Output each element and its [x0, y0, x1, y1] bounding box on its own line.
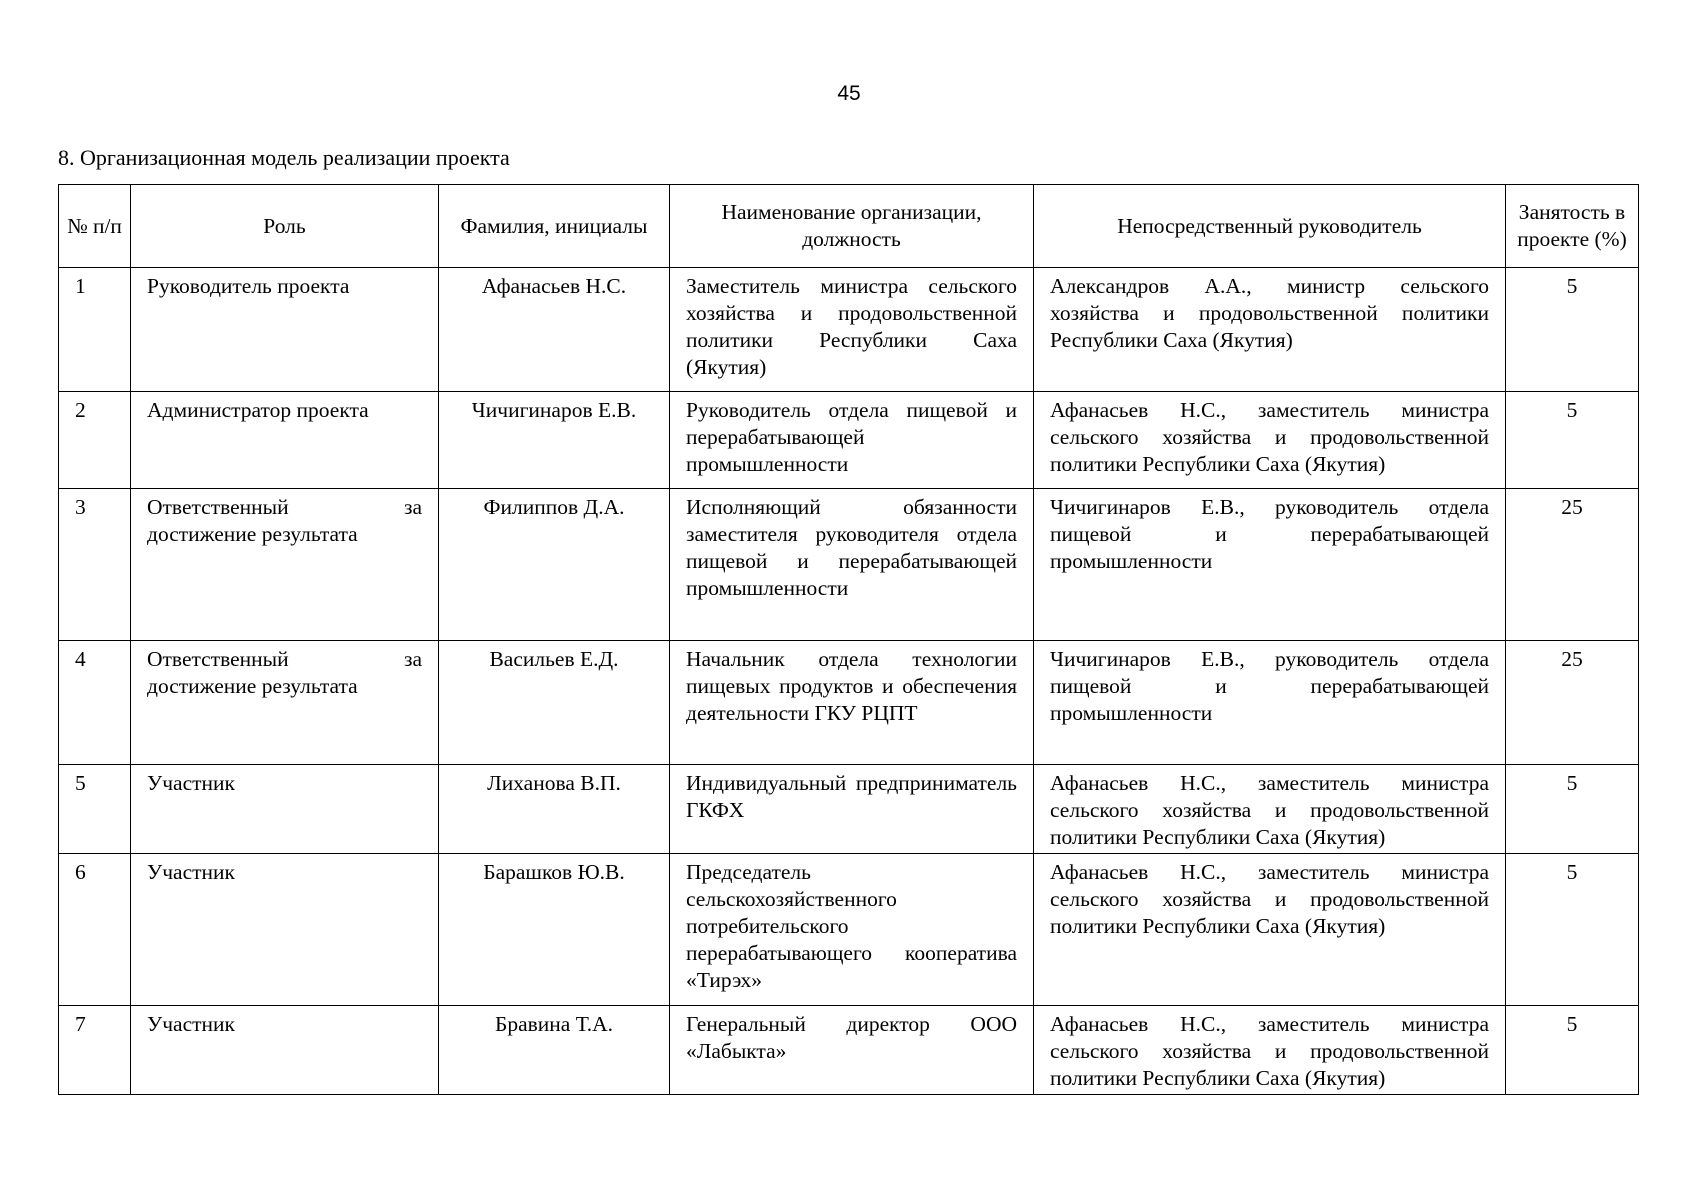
cell-share: 5 — [1506, 1006, 1639, 1095]
cell-role: Участник — [131, 765, 439, 854]
cell-share: 5 — [1506, 765, 1639, 854]
cell-role: Участник — [131, 854, 439, 1006]
org-model-table — [58, 184, 1639, 1095]
header-num: № п/п — [59, 185, 131, 268]
cell-share: 5 — [1506, 392, 1639, 489]
cell-supervisor: Афанасьев Н.С., заместитель министра сельского хозяйства и продовольственной политики Республики Саха (Якутия) — [1034, 765, 1506, 854]
cell-org: Начальник отдела технологии пищевых продуктов и обеспечения деятельности ГКУ РЦПТ — [670, 641, 1034, 765]
cell-num: 2 — [59, 392, 131, 489]
cell-supervisor: Александров А.А., министр сельского хозяйства и продовольственной политики Республики Саха (Якутия) — [1034, 268, 1506, 392]
cell-org: Генеральный директор ООО «Лабыкта» — [670, 1006, 1034, 1095]
section-title: 8. Организационная модель реализации проекта — [58, 145, 510, 170]
cell-supervisor: Афанасьев Н.С., заместитель министра сельского хозяйства и продовольственной политики Республики Саха (Якутия) — [1034, 1006, 1506, 1095]
header-share: Занятость в проекте (%) — [1506, 185, 1639, 268]
cell-supervisor: Чичигинаров Е.В., руководитель отдела пищевой и перерабатывающей промышленности — [1034, 641, 1506, 765]
header-role: Роль — [131, 185, 439, 268]
cell-role: Руководитель проекта — [131, 268, 439, 392]
cell-share: 5 — [1506, 268, 1639, 392]
cell-name: Васильев Е.Д. — [439, 641, 670, 765]
header-name: Фамилия, инициалы — [439, 185, 670, 268]
cell-num: 7 — [59, 1006, 131, 1095]
cell-name: Афанасьев Н.С. — [439, 268, 670, 392]
table-row — [59, 268, 1639, 392]
cell-role: Ответственный за достижение результата — [131, 641, 439, 765]
cell-role: Администратор проекта — [131, 392, 439, 489]
cell-num: 4 — [59, 641, 131, 765]
cell-share: 25 — [1506, 641, 1639, 765]
cell-role: Участник — [131, 1006, 439, 1095]
header-supervisor: Непосредственный руководитель — [1034, 185, 1506, 268]
cell-name: Чичигинаров Е.В. — [439, 392, 670, 489]
cell-org: Индивидуальный предприниматель ГКФХ — [670, 765, 1034, 854]
table-row — [59, 641, 1639, 765]
cell-share: 25 — [1506, 489, 1639, 641]
cell-name: Лиханова В.П. — [439, 765, 670, 854]
cell-supervisor: Афанасьев Н.С., заместитель министра сельского хозяйства и продовольственной политики Республики Саха (Якутия) — [1034, 392, 1506, 489]
page-number: 45 — [837, 82, 861, 105]
table-row — [59, 765, 1639, 854]
cell-num: 1 — [59, 268, 131, 392]
cell-name: Филиппов Д.А. — [439, 489, 670, 641]
header-org: Наименование организации, должность — [670, 185, 1034, 268]
cell-supervisor: Чичигинаров Е.В., руководитель отдела пищевой и перерабатывающей промышленности — [1034, 489, 1506, 641]
cell-role: Ответственный за достижение результата — [131, 489, 439, 641]
cell-org: Исполняющий обязанности заместителя руководителя отдела пищевой и перерабатывающей промышленности — [670, 489, 1034, 641]
table-header-row — [59, 185, 1639, 268]
cell-name: Барашков Ю.В. — [439, 854, 670, 1006]
cell-org: Заместитель министра сельского хозяйства и продовольственной политики Республики Саха (Якутия) — [670, 268, 1034, 392]
cell-share: 5 — [1506, 854, 1639, 1006]
cell-num: 6 — [59, 854, 131, 1006]
cell-org: Руководитель отдела пищевой и перерабатывающей промышленности — [670, 392, 1034, 489]
cell-num: 3 — [59, 489, 131, 641]
table-row — [59, 854, 1639, 1006]
table-row — [59, 392, 1639, 489]
table-row — [59, 1006, 1639, 1095]
cell-org: Председатель сельскохозяйственного потребительского перерабатывающего кооператива «Тирэх» — [670, 854, 1034, 1006]
cell-num: 5 — [59, 765, 131, 854]
table-row — [59, 489, 1639, 641]
cell-supervisor: Афанасьев Н.С., заместитель министра сельского хозяйства и продовольственной политики Республики Саха (Якутия) — [1034, 854, 1506, 1006]
cell-name: Бравина Т.А. — [439, 1006, 670, 1095]
